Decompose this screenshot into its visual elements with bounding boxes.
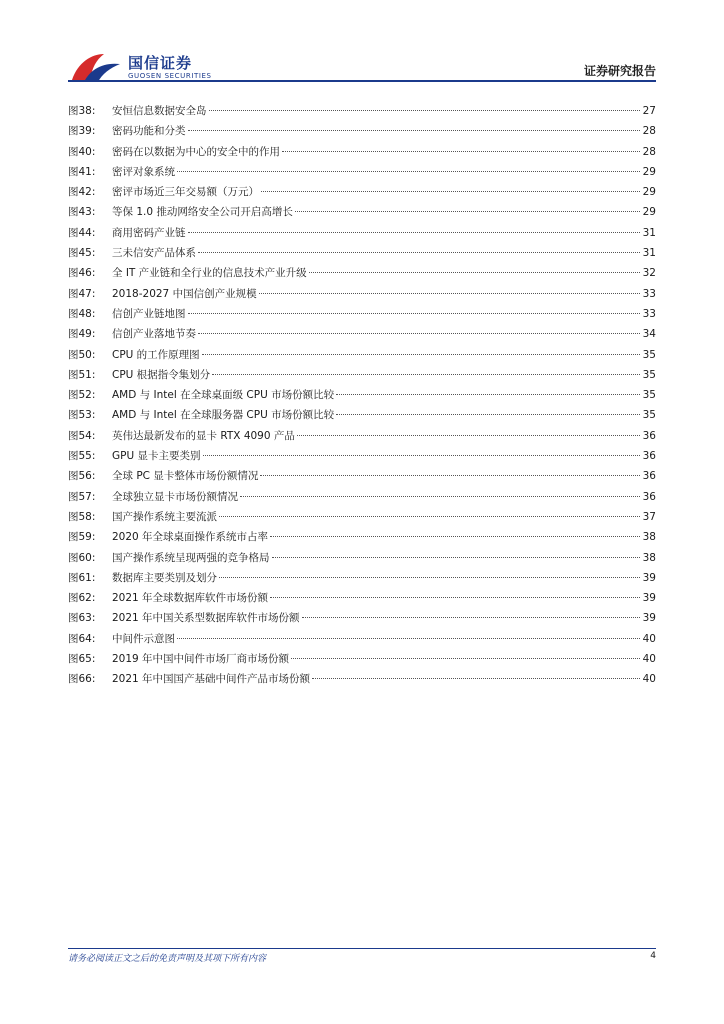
figure-title: AMD 与 Intel 在全球服务器 CPU 市场份额比较 (112, 409, 335, 422)
dot-leader (219, 577, 640, 578)
figure-page-number: 40 (642, 653, 656, 666)
figure-page-number: 39 (642, 592, 656, 605)
figure-label: 图50: (68, 348, 96, 361)
dot-leader (198, 333, 640, 334)
dot-leader (295, 211, 640, 212)
toc-entry[interactable] (68, 527, 656, 547)
figure-title: 中间件示意图 (112, 632, 175, 645)
figure-title: 密码功能和分类 (112, 125, 186, 138)
dot-leader (282, 151, 640, 152)
figure-table-of-contents (68, 101, 656, 690)
toc-entry[interactable] (68, 284, 656, 304)
figure-title: 三未信安产品体系 (112, 247, 196, 260)
figure-page-number: 35 (642, 389, 656, 402)
figure-page-number: 36 (642, 450, 656, 463)
figure-page-number: 28 (642, 125, 656, 138)
report-type-label: 证券研究报告 (583, 64, 656, 78)
figure-page-number: 27 (642, 105, 656, 117)
figure-label: 图40: (68, 145, 96, 158)
toc-entry[interactable] (68, 365, 656, 385)
dot-leader (309, 272, 640, 273)
footer-divider (68, 948, 656, 949)
toc-entry[interactable] (68, 263, 656, 283)
figure-label: 图47: (68, 287, 96, 300)
figure-label: 图64: (68, 632, 96, 645)
figure-title: 密码在以数据为中心的安全中的作用 (112, 145, 280, 158)
figure-title: 2019 年中国中间件市场厂商市场份额 (112, 653, 290, 666)
toc-entry[interactable] (68, 568, 656, 588)
figure-title: 2021 年全球数据库软件市场份额 (112, 592, 269, 605)
figure-label: 图53: (68, 409, 96, 422)
figure-title: 国产操作系统呈现两强的竞争格局 (112, 551, 270, 564)
figure-page-number: 29 (642, 165, 656, 178)
figure-title: 2021 年中国关系型数据库软件市场份额 (112, 612, 300, 625)
figure-label: 图38: (68, 105, 96, 117)
figure-title: 信创产业落地节奏 (112, 328, 196, 341)
dot-leader (203, 455, 641, 456)
figure-page-number: 34 (642, 328, 656, 341)
figure-page-number: 32 (642, 267, 656, 280)
brand-name-english: GUOSEN SECURITIES (128, 72, 212, 80)
toc-entry[interactable] (68, 629, 656, 649)
figure-title: 国产操作系统主要流派 (112, 510, 217, 523)
figure-title: 2018-2027 中国信创产业规模 (112, 287, 257, 300)
figure-label: 图48: (68, 307, 96, 320)
dot-leader (291, 658, 640, 659)
figure-title: 2020 年全球桌面操作系统市占率 (112, 531, 269, 544)
dot-leader (177, 638, 640, 639)
figure-title: 密评市场近三年交易额（万元） (112, 186, 259, 199)
page-number: 4 (650, 951, 656, 961)
figure-title: 信创产业链地图 (112, 307, 186, 320)
toc-entry[interactable] (68, 162, 656, 182)
figure-label: 图66: (68, 673, 96, 686)
toc-entry[interactable] (68, 304, 656, 324)
figure-title: 密评对象系统 (112, 165, 175, 178)
disclaimer-note: 请务必阅读正文之后的免责声明及其项下所有内容 (68, 954, 267, 964)
header-divider (68, 80, 656, 82)
figure-page-number: 36 (642, 490, 656, 503)
figure-title: 全 IT 产业链和全行业的信息技术产业升级 (112, 267, 307, 280)
figure-label: 图42: (68, 186, 96, 199)
figure-title: 英伟达最新发布的显卡 RTX 4090 产品 (112, 429, 295, 442)
figure-page-number: 38 (642, 531, 656, 544)
toc-entry[interactable] (68, 608, 656, 628)
figure-title: 等保 1.0 推动网络安全公司开启高增长 (112, 206, 293, 219)
figure-label: 图65: (68, 653, 96, 666)
figure-title: 安恒信息数据安全岛 (112, 105, 207, 117)
dot-leader (219, 516, 640, 517)
toc-entry[interactable] (68, 223, 656, 243)
figure-label: 图57: (68, 490, 96, 503)
toc-entry[interactable] (68, 669, 656, 689)
toc-entry[interactable] (68, 142, 656, 162)
figure-page-number: 39 (642, 612, 656, 625)
toc-entry[interactable] (68, 182, 656, 202)
dot-leader (297, 435, 640, 436)
figure-label: 图41: (68, 165, 96, 178)
toc-entry[interactable] (68, 101, 656, 121)
toc-entry[interactable] (68, 507, 656, 527)
figure-page-number: 31 (642, 247, 656, 260)
figure-page-number: 40 (642, 673, 656, 686)
figure-label: 图63: (68, 612, 96, 625)
dot-leader (270, 597, 640, 598)
figure-title: 商用密码产业链 (112, 226, 186, 239)
figure-page-number: 28 (642, 145, 656, 158)
toc-entry[interactable] (68, 446, 656, 466)
dot-leader (260, 475, 640, 476)
figure-label: 图45: (68, 247, 96, 260)
toc-entry[interactable] (68, 345, 656, 365)
figure-page-number: 37 (642, 510, 656, 523)
dot-leader (188, 232, 641, 233)
figure-title: CPU 的工作原理图 (112, 348, 200, 361)
figure-label: 图39: (68, 125, 96, 138)
figure-label: 图60: (68, 551, 96, 564)
dot-leader (272, 557, 641, 558)
dot-leader (336, 394, 640, 395)
toc-entry[interactable] (68, 405, 656, 425)
figure-title: 全球独立显卡市场份额情况 (112, 490, 238, 503)
figure-label: 图61: (68, 571, 96, 584)
figure-page-number: 35 (642, 368, 656, 381)
figure-page-number: 33 (642, 287, 656, 300)
dot-leader (212, 374, 640, 375)
dot-leader (209, 110, 641, 111)
toc-entry[interactable] (68, 466, 656, 486)
toc-entry[interactable] (68, 588, 656, 608)
page-header (0, 0, 724, 90)
figure-label: 图43: (68, 206, 96, 219)
dot-leader (198, 252, 640, 253)
dot-leader (261, 191, 640, 192)
figure-label: 图52: (68, 389, 96, 402)
toc-entry[interactable] (68, 202, 656, 222)
toc-entry[interactable] (68, 548, 656, 568)
dot-leader (312, 678, 640, 679)
dot-leader (177, 171, 640, 172)
figure-page-number: 35 (642, 348, 656, 361)
figure-label: 图62: (68, 592, 96, 605)
figure-label: 图55: (68, 450, 96, 463)
toc-entry[interactable] (68, 324, 656, 344)
figure-title: 全球 PC 显卡整体市场份额情况 (112, 470, 259, 483)
dot-leader (202, 354, 640, 355)
figure-title: GPU 显卡主要类别 (112, 450, 201, 463)
figure-label: 图49: (68, 328, 96, 341)
figure-title: AMD 与 Intel 在全球桌面级 CPU 市场份额比较 (112, 389, 335, 402)
dot-leader (302, 617, 640, 618)
figure-page-number: 29 (642, 206, 656, 219)
figure-label: 图56: (68, 470, 96, 483)
figure-title: 2021 年中国国产基础中间件产品市场份额 (112, 673, 311, 686)
figure-page-number: 29 (642, 186, 656, 199)
figure-label: 图58: (68, 510, 96, 523)
figure-label: 图59: (68, 531, 96, 544)
toc-entry[interactable] (68, 243, 656, 263)
dot-leader (270, 536, 640, 537)
toc-entry[interactable] (68, 487, 656, 507)
figure-page-number: 40 (642, 632, 656, 645)
toc-entry[interactable] (68, 426, 656, 446)
figure-title: 数据库主要类别及划分 (112, 571, 217, 584)
dot-leader (188, 130, 641, 131)
guosen-logo-icon (70, 50, 122, 84)
figure-page-number: 36 (642, 429, 656, 442)
figure-page-number: 39 (642, 571, 656, 584)
figure-label: 图44: (68, 226, 96, 239)
dot-leader (336, 414, 640, 415)
figure-page-number: 38 (642, 551, 656, 564)
dot-leader (188, 313, 641, 314)
figure-page-number: 33 (642, 307, 656, 320)
toc-entry[interactable] (68, 121, 656, 141)
figure-label: 图54: (68, 429, 96, 442)
figure-page-number: 31 (642, 226, 656, 239)
figure-page-number: 36 (642, 470, 656, 483)
toc-entry[interactable] (68, 649, 656, 669)
figure-label: 图46: (68, 267, 96, 280)
dot-leader (240, 496, 640, 497)
dot-leader (259, 293, 640, 294)
figure-title: CPU 根据指令集划分 (112, 368, 211, 381)
toc-entry[interactable] (68, 385, 656, 405)
brand-name: 国信证券 (128, 54, 193, 72)
figure-label: 图51: (68, 368, 96, 381)
figure-page-number: 35 (642, 409, 656, 422)
